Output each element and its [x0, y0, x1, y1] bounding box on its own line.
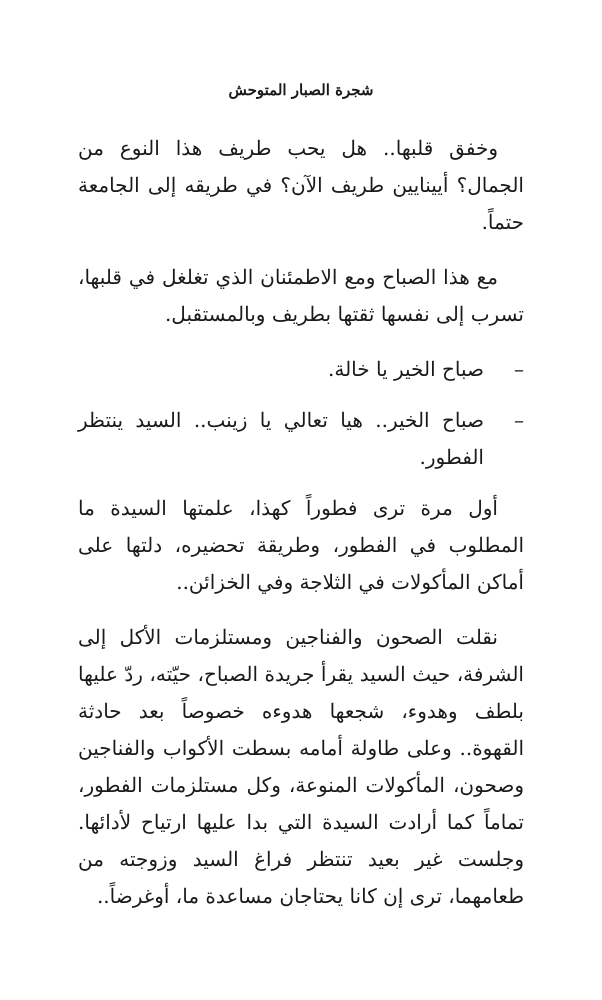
paragraph-4: نقلت الصحون والفناجين ومستلزمات الأكل إلى الشرفة، حيث السيد يقرأ جريدة الصباح، حيّته، ردّ عليها بلطف وهدوء، شجعها هدوءه خصوصاً بعد حادثة القهوة.. وعلى طاولة أمامه بسطت الأكواب والفناجين وصحون، المأكولات المنوعة، وكل مستلزمات الفطور، تماماً كما أرادت السيدة التي بدا عليها ارتياح لأدائها. وجلست غير بعيد تنتظر فراغ السيد وزوجته من طعامهما، ترى إن كانا يحتاجان مساعدة ما، أوغرضاً.. — [78, 625, 524, 908]
dialogue-text: صباح الخير.. هيا تعالي يا زينب.. السيد ينتظر الفطور. — [78, 408, 484, 469]
paragraph-3: أول مرة ترى فطوراً كهذا، علمتها السيدة ما المطلوب في الفطور، وطريقة تحضيره، دلتها على أماكن المأكولات في الثلاجة وفي الخزائن.. — [78, 496, 524, 594]
dialogue-dash: – — [514, 408, 524, 432]
dialogue-line-2 — [78, 402, 524, 476]
page-body — [78, 130, 524, 933]
paragraph-1: وخفق قلبها.. هل يحب طريف هذا النوع من الجمال؟ أيينايين طريف الآن؟ في طريقه إلى الجامعة حتماً. — [78, 136, 524, 234]
dialogue-dash: – — [514, 357, 524, 381]
dialogue-line-1 — [78, 351, 524, 388]
dialogue-text: صباح الخير يا خالة. — [327, 357, 484, 381]
chapter-title: شجرة الصبار المتوحش — [228, 81, 374, 99]
paragraph-2: مع هذا الصباح ومع الاطمئنان الذي تغلغل في قلبها، تسرب إلى نفسها ثقتها بطريف وبالمستقبل. — [78, 265, 524, 326]
